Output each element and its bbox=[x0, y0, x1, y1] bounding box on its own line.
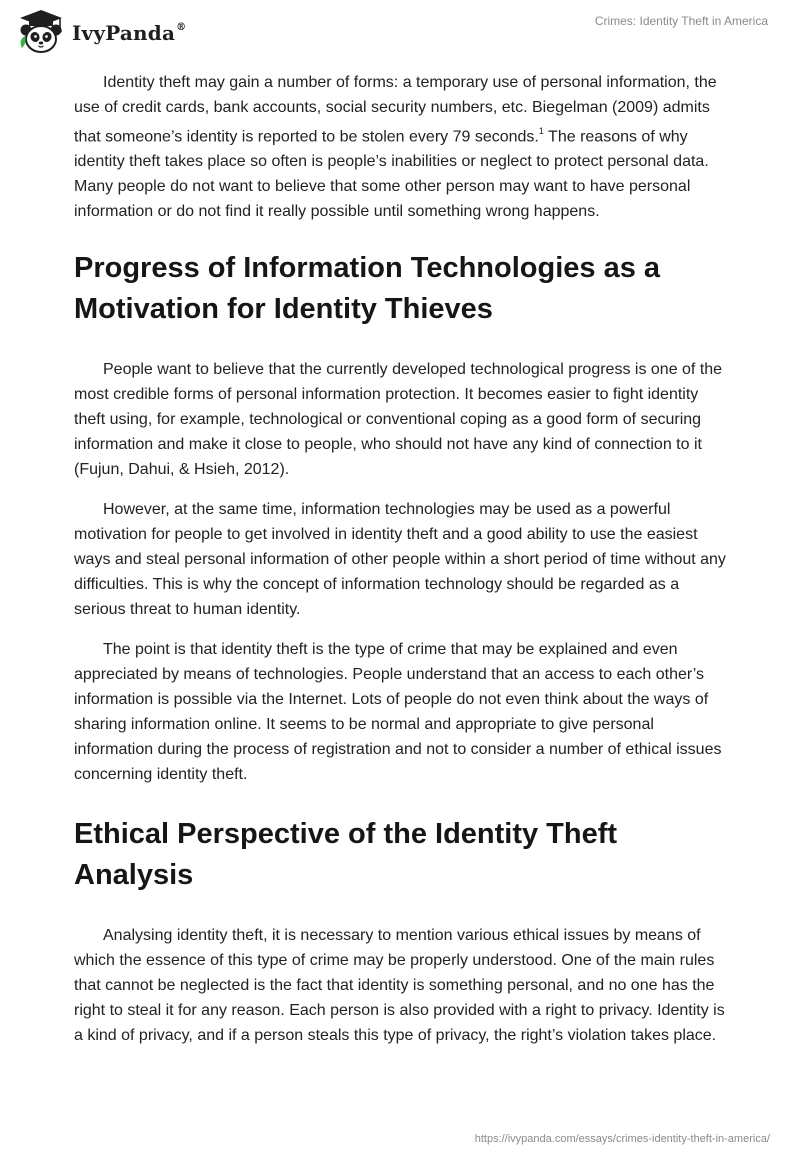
paragraph-text: Identity theft may gain a number of forms: a temporary use of personal information, the use of credit cards, bank accounts, social security numbers, etc. Biegelman (2009) admits that someone’s identity is reported to be stolen every 79 seconds. bbox=[74, 74, 717, 146]
document-running-title: Crimes: Identity Theft in America bbox=[594, 14, 768, 28]
paragraph-ethical-issues: Analysing identity theft, it is necessary to mention various ethical issues by means of which the essence of this type of crime may be properly understood. One of the main rules that cannot be neglected is the fact that identity is something personal, and no one has the right to steal it for any reason. Each person is also provided with a right to privacy. Identity is a kind of privacy, and if a person steals this type of privacy, the right’s violation takes place. bbox=[74, 927, 725, 1045]
footnote-marker[interactable]: 1 bbox=[538, 126, 544, 136]
brand-name bbox=[72, 21, 186, 45]
paragraph-identity-theft-forms bbox=[74, 70, 729, 224]
essay-content bbox=[74, 70, 729, 1048]
paragraph-technological-progress: People want to believe that the currently developed technological progress is one of the most credible forms of personal information protection. It becomes easier to fight identity theft using, for example, technological or conventional coping as a good form of securing information and make it close to people, who should not have any kind of connection to it (Fujun, Dahui, & Hsieh, 2012). bbox=[74, 361, 723, 479]
paragraph-crime-explained: The point is that identity theft is the type of crime that may be explained and even appreciated by means of technologies. People understand that an access to each other’s information is possible via the Internet. Lots of people do not even think about the ways of sharing information online. It seems to be normal and appropriate to give personal information during the process of registration and not to consider a number of ethical issues concerning identity theft. bbox=[74, 641, 722, 784]
panda-graduation-cap-icon bbox=[16, 8, 66, 56]
section-heading-progress: Progress of Information Technologies as a Motivation for Identity Thieves bbox=[74, 252, 661, 326]
paragraph-text: The reasons of why identity theft takes place so often is people’s inabilities or neglect to protect personal data. Many people do not want to believe that some other person may want to have personal information or do not find it really possible until something wrong happens. bbox=[74, 128, 709, 221]
paragraph-it-motivation: However, at the same time, information technologies may be used as a powerful motivation for people to get involved in identity theft and a good ability to use the easiest ways and steal personal information of other people within a short period of time without any difficulties. This is why the concept of information technology should be regarded as a serious threat to human identity. bbox=[74, 501, 726, 619]
brand-logo[interactable] bbox=[16, 8, 186, 56]
registered-mark: ® bbox=[176, 22, 187, 34]
section-heading-ethical: Ethical Perspective of the Identity Theft Analysis bbox=[74, 818, 618, 892]
page-header bbox=[0, 0, 800, 70]
source-url[interactable]: https://ivypanda.com/essays/crimes-identity-theft-in-america/ bbox=[474, 1133, 770, 1145]
brand-name-text: IvyPanda bbox=[72, 21, 176, 45]
